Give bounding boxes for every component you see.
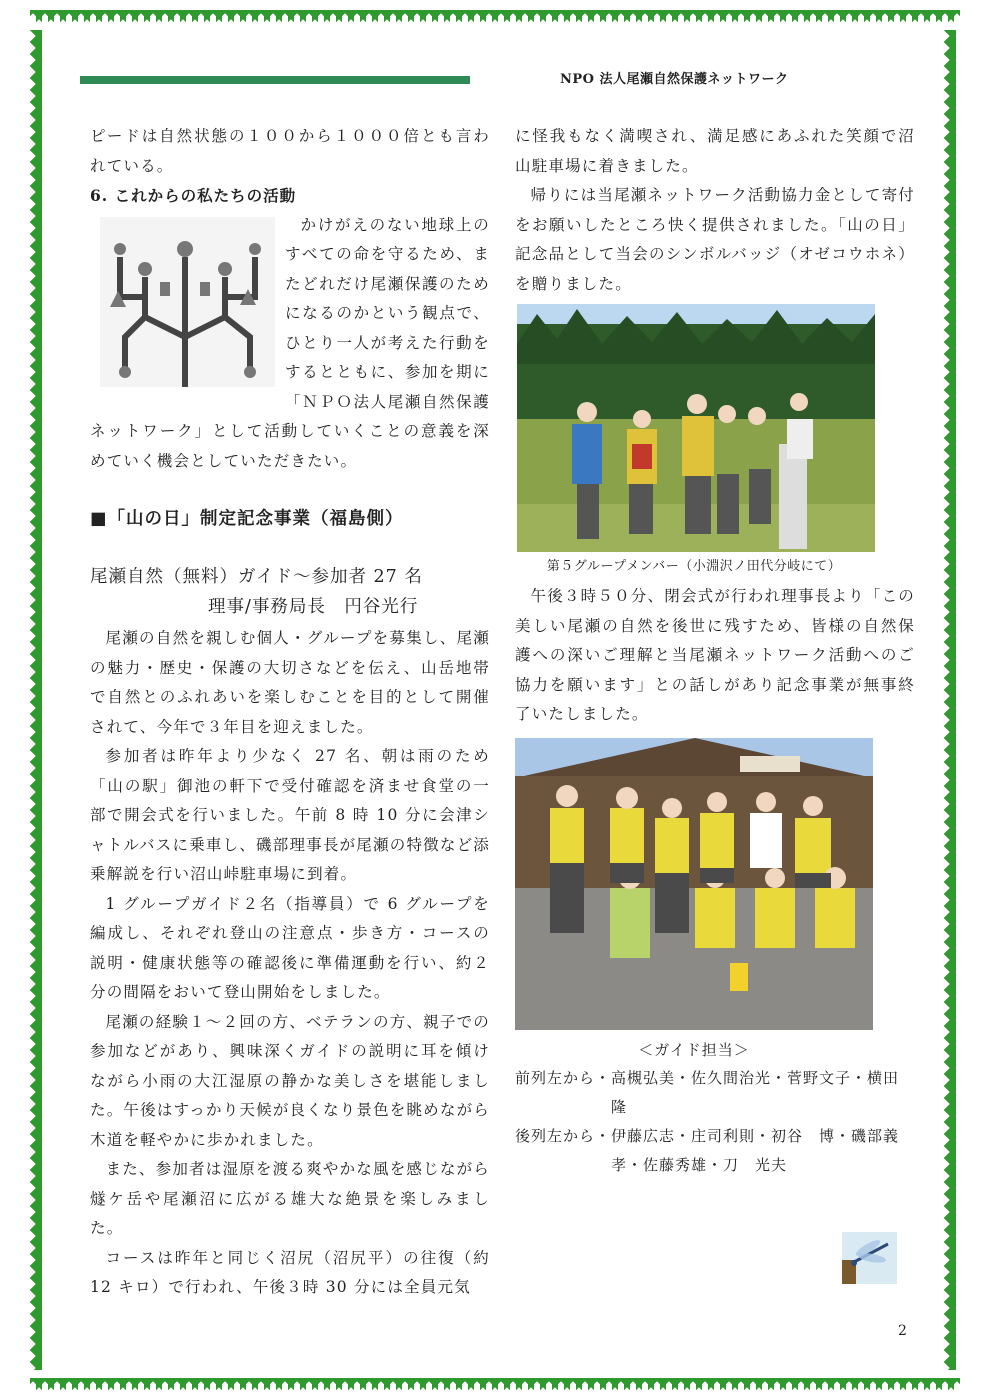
- group5-photo-caption: 第５グループメンバー（小淵沢ノ田代分岐にて）: [546, 559, 842, 574]
- guides-photo: [515, 738, 873, 1030]
- section6-title: 6. これからの私たちの活動: [90, 186, 297, 205]
- intro-paragraph: ピードは自然状態の１００から１０００倍とも言われている。: [90, 127, 490, 175]
- guide-back-names: 伊藤広志・庄司利則・初谷 博・磯部義孝・佐藤秀雄・刀 光夫: [611, 1126, 900, 1174]
- right-para-2: 帰りには当尾瀬ネットワーク活動協力金として寄付をお願いしたところ快く提供されました。「山の日」記念品として当会のシンボルバッジ（オゼコウホネ）を贈りました。: [515, 186, 915, 293]
- right-para-3: 午後３時５０分、閉会式が行われ理事長より「この美しい尾瀬の自然を後世に残すため、皆様の自然保護への深いご理解と当尾瀬ネットワーク活動へのご協力を願います」との話しがあり記念事業が無事終了いたしました。: [515, 587, 915, 723]
- event-heading: ■「山の日」制定記念事業（福島側）: [90, 509, 404, 529]
- guide-front-row: [515, 1064, 915, 1122]
- author-line: 理事/事務局長 円谷光行: [208, 597, 419, 617]
- group5-photo: [517, 304, 875, 552]
- dragonfly-icon: [842, 1232, 897, 1284]
- border-bottom: [30, 1376, 960, 1392]
- left-para-6: コースは昨年と同じく沼尻（沼尻平）の往復（約 12 キロ）で行われ、午後３時 30 分には全員元気: [90, 1248, 490, 1296]
- section6-block: [90, 211, 490, 477]
- left-para-2: 参加者は昨年より少なく 27 名、朝は雨のため「山の駅」御池の軒下で受付確認を済ませ食堂の一部で開会式を行いました。午前 8 時 10 分に会津シャトルバスに乗車し、磯部理事長が尾瀬の特徴など添乗解説を行い沼山峠駐車場に到着。: [90, 747, 490, 883]
- tree-diagram-illustration: [100, 217, 275, 387]
- event-title: 尾瀬自然（無料）ガイド～参加者 27 名: [90, 567, 423, 587]
- guide-front-label: 前列左から・: [515, 1068, 612, 1087]
- section6-body: かけがえのない地球上のすべての命を守るため、またどれだけ尾瀬保護のためになるのかという観点で、ひとり一人が考えた行動をするとともに、参加を期に「ＮＰＯ法人尾瀬自然保護ネットワーク」として活動していくことの意義を深めていく機会としていただきたい。: [90, 215, 490, 470]
- left-para-1: 尾瀬の自然を親しむ個人・グループを募集し、尾瀬の魅力・歴史・保護の大切さなどを伝え、山岳地帯で自然とのふれあいを楽しむことを目的として開催されて、今年で３年目を迎えました。: [90, 629, 490, 736]
- right-column: [515, 122, 915, 1180]
- left-para-4: 尾瀬の経験１～２回の方、ベテランの方、親子での参加などがあり、興味深くガイドの説明に耳を傾けながら小雨の大江湿原の静かな美しさを堪能しました。午後はすっかり天候が良くなり景色を眺めながら木道を軽やかに歩かれました。: [90, 1012, 490, 1149]
- page-number: 2: [898, 1323, 907, 1339]
- guides-photo-image: [515, 738, 873, 1030]
- guide-back-row: [515, 1122, 915, 1180]
- border-right: [944, 30, 960, 1370]
- right-para-1: に怪我もなく満喫され、満足感にあふれた笑顔で沼山駐車場に着きました。: [515, 127, 915, 175]
- border-left: [30, 30, 46, 1370]
- border-top: [30, 8, 960, 24]
- left-column: [90, 122, 490, 1303]
- header-bar: [80, 76, 470, 84]
- guide-front-names: 高槻弘美・佐久間治光・菅野文子・横田 隆: [611, 1068, 916, 1116]
- guide-title: ＜ガイド担当＞: [638, 1040, 750, 1059]
- left-para-3: 1 グループガイド２名（指導員）で 6 グループを編成し、それぞれ登山の注意点・歩き方・コースの説明・健康状態等の確認後に準備運動を行い、約２分の間隔をおいて登山開始をしました。: [90, 894, 490, 1001]
- group5-photo-image: [517, 304, 875, 552]
- guide-back-label: 後列左から・: [515, 1126, 612, 1145]
- header-org: NPO 法人尾瀬自然保護ネットワーク: [560, 72, 789, 87]
- left-para-5: また、参加者は湿原を渡る爽やかな風を感じながら燧ケ岳や尾瀬沼に広がる雄大な絶景を楽しみました。: [90, 1160, 490, 1237]
